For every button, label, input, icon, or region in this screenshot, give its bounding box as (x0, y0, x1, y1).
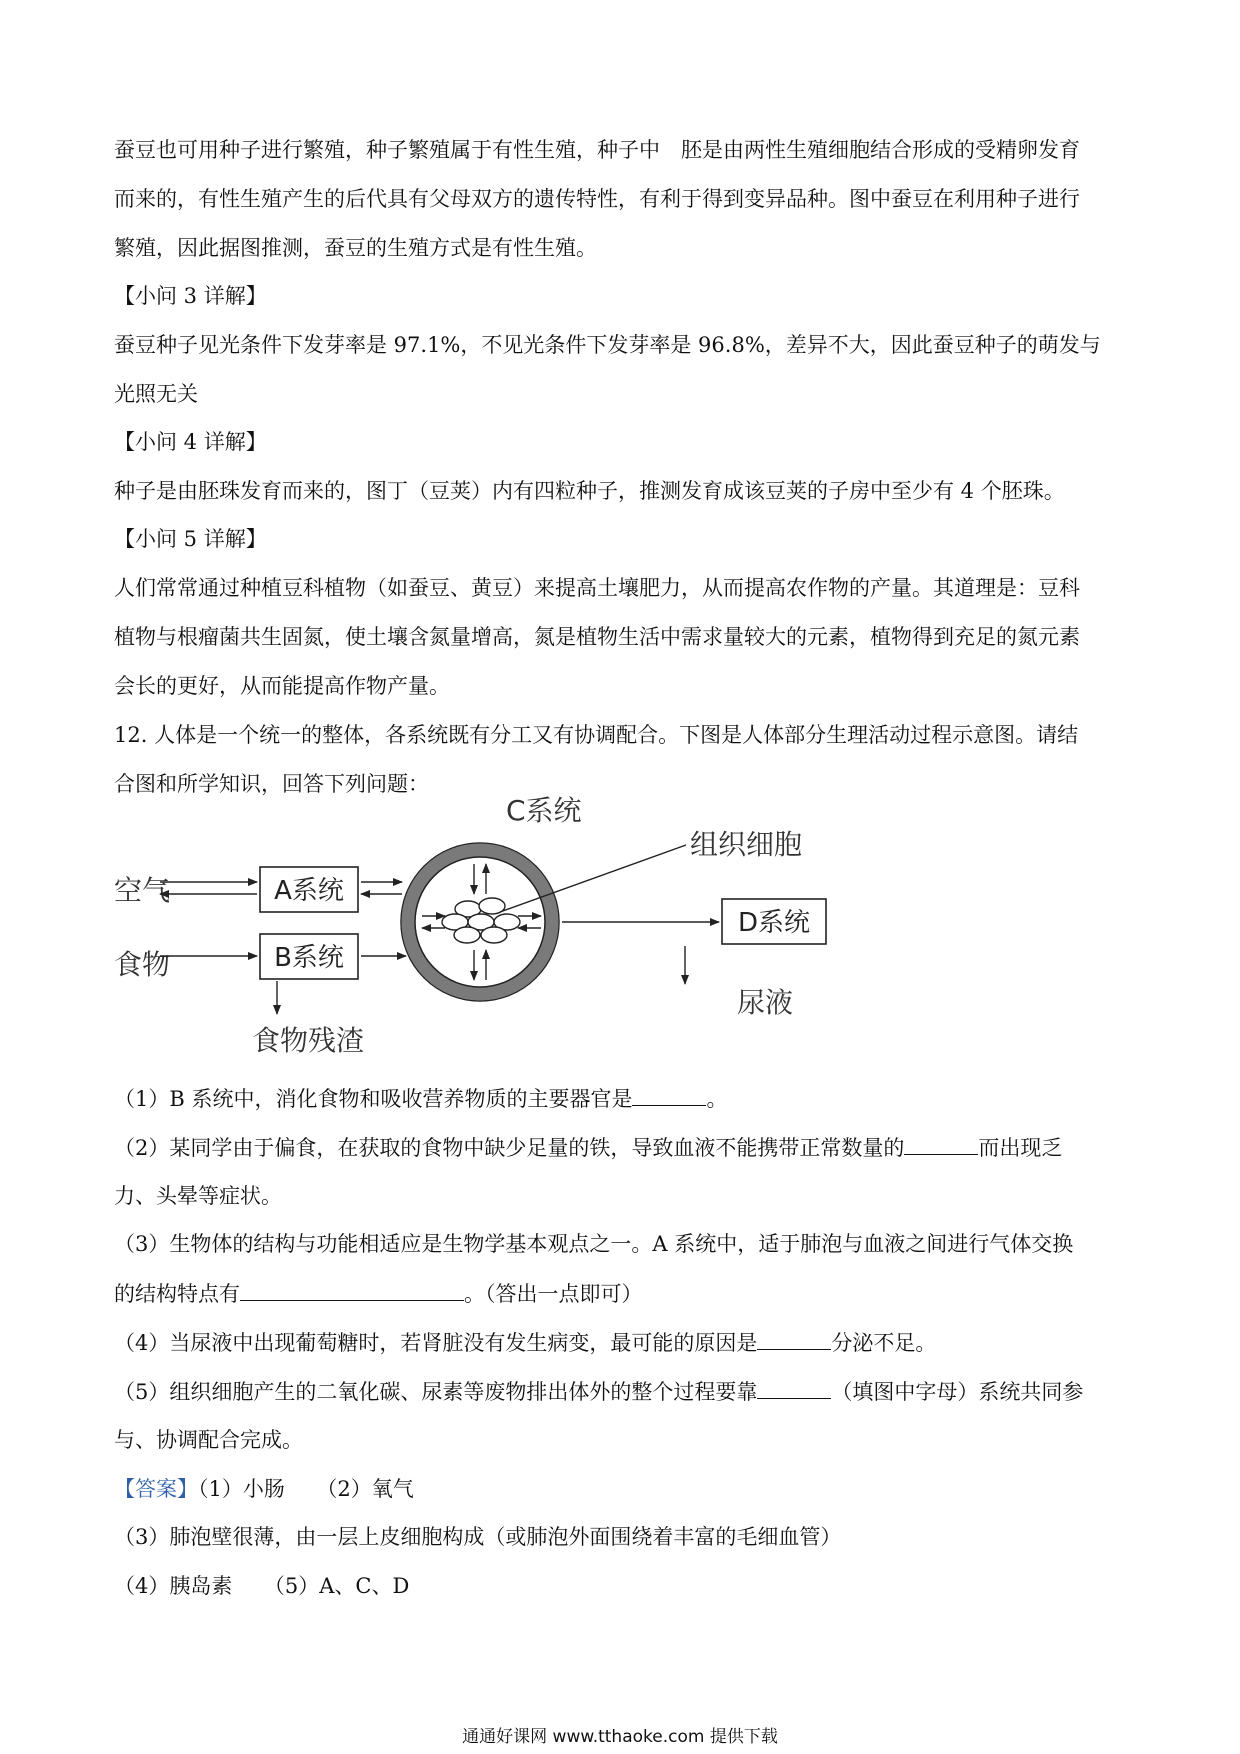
sub-question-1 (114, 1083, 1134, 1114)
sub-question-text: （1）B 系统中，消化食物和吸收营养物质的主要器官是 (114, 1087, 633, 1111)
sub-question-text: 力、头晕等症状。 (114, 1184, 282, 1208)
sub-question-text: 而出现乏 (978, 1136, 1063, 1160)
page-footer: 通通好课网 www.tthaoke.com 提供下载 (462, 1727, 778, 1747)
section-heading: 【小问 4 详解】 (114, 430, 267, 454)
answer-blank[interactable] (240, 1278, 464, 1301)
b-system-label: B系统 (274, 943, 344, 973)
paragraph-line: 植物与根瘤菌共生固氮，使土壤含氮量增高，氮是植物生活中需求量较大的元素，植物得到充足的氮元素 (114, 625, 1080, 649)
food-residue-label: 食物残渣 (252, 1024, 365, 1057)
answer-text: （3）肺泡壁很薄，由一层上皮细胞构成（或肺泡外面围绕着丰富的毛细血管） (114, 1525, 842, 1549)
paragraph-line: 而来的，有性生殖产生的后代具有父母双方的遗传特性，有利于得到变异品种。图中蚕豆在利用种子进行 (114, 187, 1080, 211)
answer-label: 【答案】 (114, 1477, 198, 1501)
a-system-label: A系统 (274, 876, 344, 906)
answer-blank[interactable] (904, 1132, 978, 1155)
section-heading: 【小问 5 详解】 (114, 527, 267, 551)
air-label: 空气 (114, 874, 171, 907)
question-stem: 12. 人体是一个统一的整体，各系统既有分工又有协调配合。下图是人体部分生理活动过程示意图。请结 (114, 723, 1079, 747)
sub-question-text: （4）当尿液中出现葡萄糖时，若肾脏没有发生病变，最可能的原因是 (114, 1331, 758, 1355)
sub-question-text: （2）某同学由于偏食，在获取的食物中缺少足量的铁，导致血液不能携带正常数量的 (114, 1136, 905, 1160)
answer-line (114, 1474, 1134, 1504)
answer-text: （4）胰岛素 （5）A、C、D (114, 1574, 410, 1598)
answer-blank[interactable] (757, 1376, 831, 1399)
urine-label: 尿液 (737, 986, 794, 1019)
paragraph-line: 人们常常通过种植豆科植物（如蚕豆、黄豆）来提高土壤肥力，从而提高农作物的产量。其道理是：豆科 (114, 576, 1080, 600)
sub-question-5 (114, 1376, 1134, 1407)
paragraph-line: 蚕豆也可用种子进行繁殖，种子繁殖属于有性生殖，种子中 胚是由两性生殖细胞结合形成的受精卵发育 (114, 138, 1080, 162)
answer-blank[interactable] (632, 1083, 706, 1106)
section-heading: 【小问 3 详解】 (114, 284, 267, 308)
paragraph-line: 会长的更好，从而能提高作物产量。 (114, 674, 450, 698)
sub-question-4 (114, 1327, 1134, 1358)
paragraph-line: 种子是由胚珠发育而来的，图丁（豆荚）内有四粒种子，推测发育成该豆荚的子房中至少有 4 个胚珠。 (114, 479, 1065, 503)
tissue-cells-label: 组织细胞 (690, 828, 803, 861)
d-system-label: D系统 (737, 908, 811, 938)
sub-question-2 (114, 1132, 1134, 1163)
sub-question-text: （5）组织细胞产生的二氧化碳、尿素等废物排出体外的整个过程要靠 (114, 1380, 758, 1404)
sub-question-text: 的结构特点有 (114, 1282, 240, 1306)
sub-question-text: 与、协调配合完成。 (114, 1428, 303, 1452)
paragraph-line: 繁殖，因此据图推测，蚕豆的生殖方式是有性生殖。 (114, 236, 597, 260)
sub-question-text: 。（答出一点即可） (464, 1282, 643, 1306)
paragraph-line: 光照无关 (114, 382, 198, 406)
sub-question-text: 。 (706, 1087, 728, 1111)
sub-question-3: （3）生物体的结构与功能相适应是生物学基本观点之一。A 系统中，适于肺泡与血液之间进行气体交换 (114, 1232, 1074, 1256)
sub-question-text: （填图中字母）系统共同参 (831, 1380, 1084, 1404)
answer-text: （1）小肠 （2）氧气 (198, 1477, 414, 1501)
food-label: 食物 (114, 948, 171, 981)
paragraph-line: 蚕豆种子见光条件下发芽率是 97.1%，不见光条件下发芽率是 96.8%，差异不大，因此蚕豆种子的萌发与 (114, 333, 1101, 357)
sub-question-3-cont (114, 1278, 1134, 1309)
answer-blank[interactable] (757, 1327, 831, 1350)
physiology-diagram (100, 782, 840, 1082)
sub-question-text: 分泌不足。 (831, 1331, 937, 1355)
c-system-label: C系统 (506, 794, 582, 827)
question-stem: 合图和所学知识，回答下列问题： (114, 772, 429, 796)
